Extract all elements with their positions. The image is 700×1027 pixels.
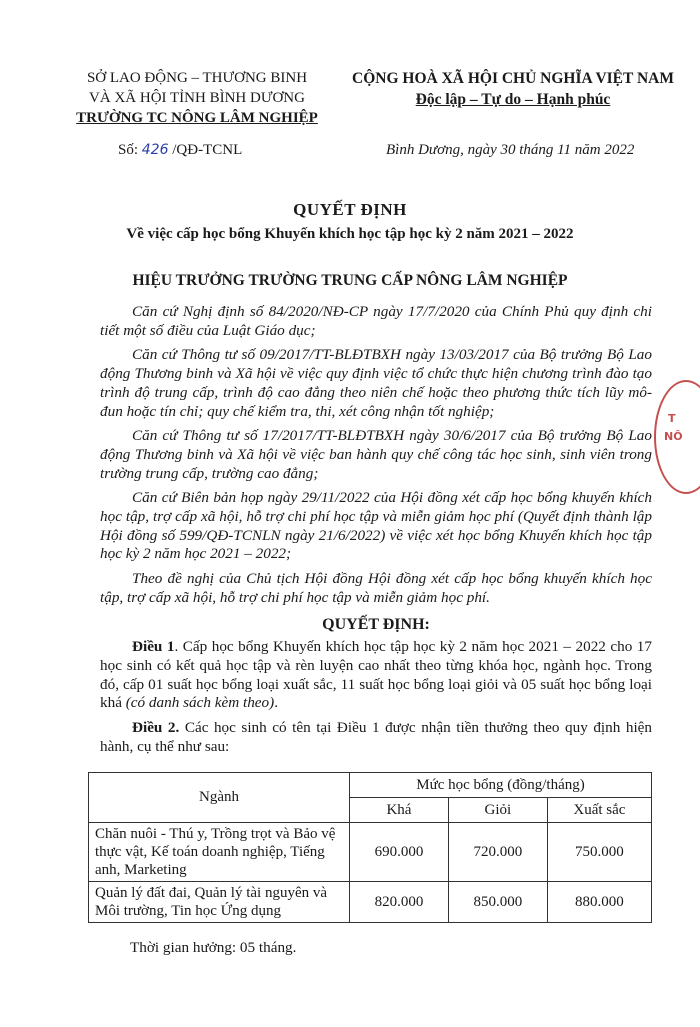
article-1-end: . xyxy=(274,694,278,712)
table-row xyxy=(89,823,652,882)
col-group-header: Mức học bổng (đồng/tháng) xyxy=(350,773,652,798)
article-1-label: Điều 1 xyxy=(132,638,175,656)
date-line: Bình Dương, ngày 30 tháng 11 năm 2022 xyxy=(386,142,635,158)
document-body xyxy=(100,303,652,762)
benefit-duration: Thời gian hưởng: 05 tháng. xyxy=(130,939,297,956)
basis-paragraph: Căn cứ Nghị định số 84/2020/NĐ-CP ngày 17/7/2020 của Chính Phủ quy định chi tiết một số điều của Luật Giáo dục; xyxy=(100,303,652,339)
basis-paragraph: Căn cứ Thông tư số 17/2017/TT-BLĐTBXH ngày 30/6/2017 của Bộ trưởng Bộ Lao động Thương binh và Xã hội về việc ban hành quy chế công tác học sinh, sinh viên trong trường trung cấp, trường cao đẳng; xyxy=(100,427,652,482)
article-2-text: Các học sinh có tên tại Điều 1 được nhận tiền thưởng theo quy định hiện hành, cụ thể như sau: xyxy=(100,719,653,755)
col-gioi-header: Giỏi xyxy=(448,798,547,823)
red-seal-stamp xyxy=(654,380,700,494)
so-suffix: /QĐ-TCNL xyxy=(172,142,243,158)
gioi-cell: 720.000 xyxy=(448,823,547,882)
col-kha-header: Khá xyxy=(350,798,449,823)
issuer-header xyxy=(62,68,332,128)
kha-cell: 820.000 xyxy=(350,882,449,923)
document-number xyxy=(118,142,242,159)
major-cell: Quản lý đất đai, Quản lý tài nguyên và Môi trường, Tin học Ứng dụng xyxy=(89,882,350,923)
article-1-text: . Cấp học bổng Khuyến khích học tập học kỳ 2 năm học 2021 – 2022 cho 17 học sinh có kết quả học tập và rèn luyện cao nhất theo từng khóa học, ngành học. Trong đó, cấp 01 suất học bổng loại xuất sắc, 11 suất học bổng loại giỏi và 05 suất học bổng loại khá xyxy=(100,638,652,712)
stamp-text: NÔ xyxy=(664,430,683,443)
major-cell: Chăn nuôi - Thú y, Trồng trọt và Bảo vệ thực vật, Kế toán doanh nghiệp, Tiếng anh, Marketing xyxy=(89,823,350,882)
table-header-row xyxy=(89,773,652,798)
so-number-handwritten: 426 xyxy=(141,142,169,158)
scholarship-table xyxy=(88,772,652,923)
decision-heading: QUYẾT ĐỊNH: xyxy=(322,615,430,633)
table-row xyxy=(89,882,652,923)
document-subtitle: Về việc cấp học bổng Khuyến khích học tập học kỳ 2 năm 2021 – 2022 xyxy=(126,226,574,242)
basis-paragraph: Căn cứ Thông tư số 09/2017/TT-BLĐTBXH ngày 13/03/2017 của Bộ trưởng Bộ Lao động Thương binh và Xã hội về việc quy định việc tổ chức thực hiện chương trình đào tạo trình độ trung cấp, trình độ cao đẳng theo niên chế hoặc theo phương thức tích lũy mô-đun hoặc tín chỉ; quy chế kiểm tra, thi, xét công nhận tốt nghiệp; xyxy=(100,346,652,420)
issuer-line-1: SỞ LAO ĐỘNG – THƯƠNG BINH xyxy=(86,70,308,86)
col-xuatsac-header: Xuất sắc xyxy=(547,798,651,823)
col-major-header: Ngành xyxy=(89,773,350,823)
basis-paragraph: Căn cứ Biên bản họp ngày 29/11/2022 của Hội đồng xét cấp học bổng khuyến khích học tập, trợ cấp xã hội, hỗ trợ chi phí học tập và miễn giảm học phí (Quyết định thành lập Hội đồng số 599/QĐ-TCNLN ngày 21/6/2022) về việc xét học bổng Khuyến khích học tập học kỳ 2 năm học 2021 – 2022; xyxy=(100,489,652,563)
xuatsac-cell: 750.000 xyxy=(547,823,651,882)
national-motto: Độc lập – Tự do – Hạnh phúc xyxy=(415,91,611,108)
stamp-text: T xyxy=(668,412,676,425)
so-label: Số: xyxy=(118,142,139,158)
article-1 xyxy=(100,638,652,713)
kha-cell: 690.000 xyxy=(350,823,449,882)
article-2-label: Điều 2. xyxy=(132,719,180,737)
basis-paragraph: Theo đề nghị của Chủ tịch Hội đồng Hội đồng xét cấp học bổng khuyến khích học tập, trợ cấp xã hội, hỗ trợ chi phí học tập và miễn giảm học phí. xyxy=(100,570,652,606)
rector-heading: HIỆU TRƯỞNG TRƯỜNG TRUNG CẤP NÔNG LÂM NGHIỆP xyxy=(132,272,568,289)
document-title: QUYẾT ĐỊNH xyxy=(293,200,407,219)
national-title: CỘNG HOÀ XÃ HỘI CHỦ NGHĨA VIỆT NAM xyxy=(352,70,674,87)
article-2 xyxy=(100,719,652,756)
gioi-cell: 850.000 xyxy=(448,882,547,923)
issuer-line-2: VÀ XÃ HỘI TỈNH BÌNH DƯƠNG xyxy=(89,90,305,106)
school-name: TRƯỜNG TC NÔNG LÂM NGHIỆP xyxy=(76,110,318,126)
xuatsac-cell: 880.000 xyxy=(547,882,651,923)
national-header xyxy=(352,68,674,110)
article-1-note: (có danh sách kèm theo) xyxy=(125,694,275,712)
